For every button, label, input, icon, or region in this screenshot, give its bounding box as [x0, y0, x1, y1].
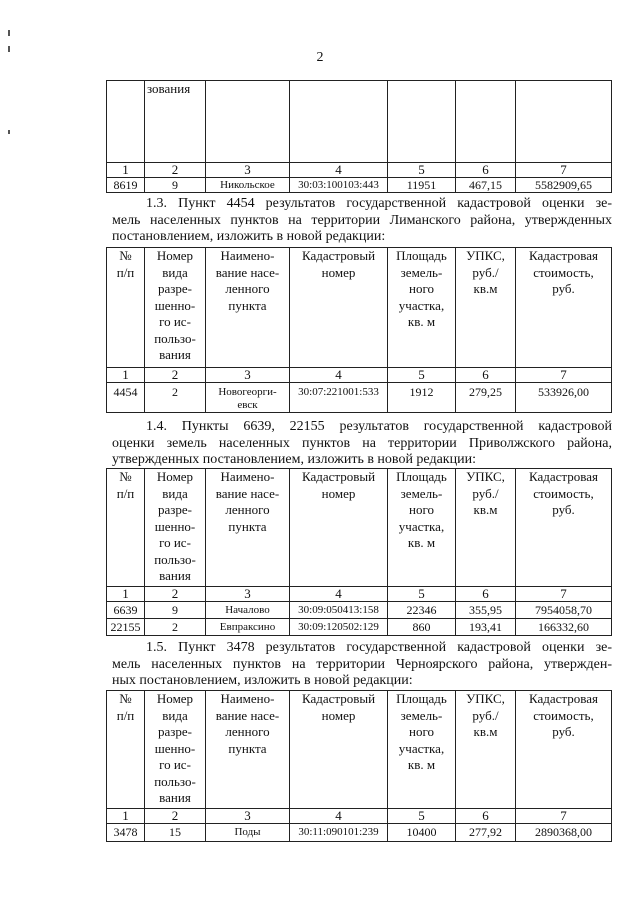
col-number: 5	[388, 163, 456, 178]
cell-area: 860	[388, 619, 456, 636]
header-cell-upks: УПКС, руб./ кв.м	[456, 469, 516, 587]
table-limansky	[106, 247, 612, 413]
col-number: 6	[456, 163, 516, 178]
header-cell-cost: Кадастровая стоимость, руб.	[516, 469, 612, 587]
table-row	[107, 602, 612, 619]
margin-mark	[8, 30, 10, 36]
header-cell-use-type: Номер вида разре- шенно- го ис- пользо- вания	[145, 469, 206, 587]
col-number: 6	[456, 809, 516, 824]
table-continuation	[106, 80, 612, 193]
paragraph-line: утвержденных постановлением, изложить в новой редакции:	[112, 452, 476, 467]
header-cell-cadastral: Кадастровый номер	[290, 248, 388, 368]
header-cell-use-type: Номер вида разре- шенно- го ис- пользо- вания	[145, 691, 206, 809]
cell-upks: 279,25	[456, 383, 516, 413]
col-number: 5	[388, 368, 456, 383]
cell-settlement: Евпраксино	[206, 619, 290, 636]
header-cell	[516, 81, 612, 163]
header-cell-upks: УПКС, руб./ кв.м	[456, 691, 516, 809]
cell-cadastral-number: 30:03:100103:443	[290, 178, 388, 193]
header-cell	[456, 81, 516, 163]
cell-upks: 355,95	[456, 602, 516, 619]
col-number: 3	[206, 163, 290, 178]
col-number: 2	[145, 587, 206, 602]
header-cell-area: Площадь земель- ного участка, кв. м	[388, 469, 456, 587]
header-cell-number: № п/п	[107, 469, 145, 587]
paragraph-1-5	[112, 640, 612, 690]
paragraph-line: 1.5. Пункт 3478 результатов государственной кадастровой оценки зе-	[146, 640, 612, 655]
cell-use-type: 9	[145, 602, 206, 619]
header-cell-settlement: Наимено- вание насе- ленного пункта	[206, 248, 290, 368]
col-number: 1	[107, 809, 145, 824]
cell-use-type: 2	[145, 383, 206, 413]
header-cell	[290, 81, 388, 163]
table-row	[107, 178, 612, 193]
cell-id: 8619	[107, 178, 145, 193]
col-number: 1	[107, 368, 145, 383]
header-cell	[388, 81, 456, 163]
col-number: 4	[290, 163, 388, 178]
paragraph-line: мель населенных пунктов на территории Черноярского района, утвержден-	[112, 656, 612, 672]
col-number: 3	[206, 587, 290, 602]
cell-area: 22346	[388, 602, 456, 619]
cell-use-type: 15	[145, 824, 206, 842]
header-cell-continued: зования	[145, 81, 206, 163]
table-row	[107, 824, 612, 842]
col-number: 5	[388, 587, 456, 602]
table-row	[107, 383, 612, 413]
cell-id: 3478	[107, 824, 145, 842]
table-row	[107, 619, 612, 636]
col-number: 7	[516, 163, 612, 178]
cell-cost: 5582909,65	[516, 178, 612, 193]
col-number: 4	[290, 368, 388, 383]
margin-mark	[8, 130, 10, 134]
col-number: 4	[290, 809, 388, 824]
cell-upks: 193,41	[456, 619, 516, 636]
col-number: 5	[388, 809, 456, 824]
header-cell	[206, 81, 290, 163]
col-number: 1	[107, 587, 145, 602]
cell-settlement: Поды	[206, 824, 290, 842]
cell-settlement: Началово	[206, 602, 290, 619]
cell-id: 22155	[107, 619, 145, 636]
cell-id: 4454	[107, 383, 145, 413]
header-cell-use-type: Номер вида разре- шенно- го ис- пользо- вания	[145, 248, 206, 368]
cell-cadastral-number: 30:07:221001:533	[290, 383, 388, 413]
col-number: 7	[516, 368, 612, 383]
header-cell	[107, 81, 145, 163]
page-number: 2	[316, 50, 324, 65]
header-cell-area: Площадь земель- ного участка, кв. м	[388, 248, 456, 368]
cell-cost: 166332,60	[516, 619, 612, 636]
cell-settlement: Новогеорги- евск	[206, 383, 290, 413]
col-number: 4	[290, 587, 388, 602]
col-number: 2	[145, 163, 206, 178]
col-number: 3	[206, 368, 290, 383]
col-number: 1	[107, 163, 145, 178]
header-cell-cost: Кадастровая стоимость, руб.	[516, 248, 612, 368]
col-number: 2	[145, 809, 206, 824]
paragraph-1-4	[112, 419, 612, 469]
col-number: 2	[145, 368, 206, 383]
col-number: 7	[516, 587, 612, 602]
cell-cost: 533926,00	[516, 383, 612, 413]
header-cell-number: № п/п	[107, 248, 145, 368]
header-cell-settlement: Наимено- вание насе- ленного пункта	[206, 469, 290, 587]
paragraph-line: оценки земель населенных пунктов на территории Приволжского района,	[112, 435, 612, 451]
header-cell-area: Площадь земель- ного участка, кв. м	[388, 691, 456, 809]
cell-use-type: 2	[145, 619, 206, 636]
header-cell-settlement: Наимено- вание насе- ленного пункта	[206, 691, 290, 809]
cell-use-type: 9	[145, 178, 206, 193]
header-cell-cost: Кадастровая стоимость, руб.	[516, 691, 612, 809]
cell-cadastral-number: 30:11:090101:239	[290, 824, 388, 842]
header-cell-upks: УПКС, руб./ кв.м	[456, 248, 516, 368]
col-number: 7	[516, 809, 612, 824]
header-cell-cadastral: Кадастровый номер	[290, 469, 388, 587]
cell-cost: 7954058,70	[516, 602, 612, 619]
col-number: 3	[206, 809, 290, 824]
header-cell-cadastral: Кадастровый номер	[290, 691, 388, 809]
cell-area: 11951	[388, 178, 456, 193]
col-number: 6	[456, 587, 516, 602]
cell-upks: 277,92	[456, 824, 516, 842]
paragraph-line: постановлением, изложить в новой редакции:	[112, 229, 386, 244]
paragraph-1-3	[112, 196, 612, 246]
table-chernoyarsky	[106, 690, 612, 842]
cell-cadastral-number: 30:09:120502:129	[290, 619, 388, 636]
cell-id: 6639	[107, 602, 145, 619]
paragraph-line: мель населенных пунктов на территории Лиманского района, утвержденных	[112, 212, 612, 228]
cell-upks: 467,15	[456, 178, 516, 193]
cell-area: 1912	[388, 383, 456, 413]
cell-cadastral-number: 30:09:050413:158	[290, 602, 388, 619]
col-number: 6	[456, 368, 516, 383]
cell-area: 10400	[388, 824, 456, 842]
cell-cost: 2890368,00	[516, 824, 612, 842]
header-cell-number: № п/п	[107, 691, 145, 809]
cell-settlement: Никольское	[206, 178, 290, 193]
paragraph-line: ных постановлением, изложить в новой редакции:	[112, 673, 413, 688]
paragraph-line: 1.3. Пункт 4454 результатов государственной кадастровой оценки зе-	[146, 196, 612, 211]
table-privolzhsky	[106, 468, 612, 636]
paragraph-line: 1.4. Пункты 6639, 22155 результатов государственной кадастровой	[146, 419, 612, 434]
